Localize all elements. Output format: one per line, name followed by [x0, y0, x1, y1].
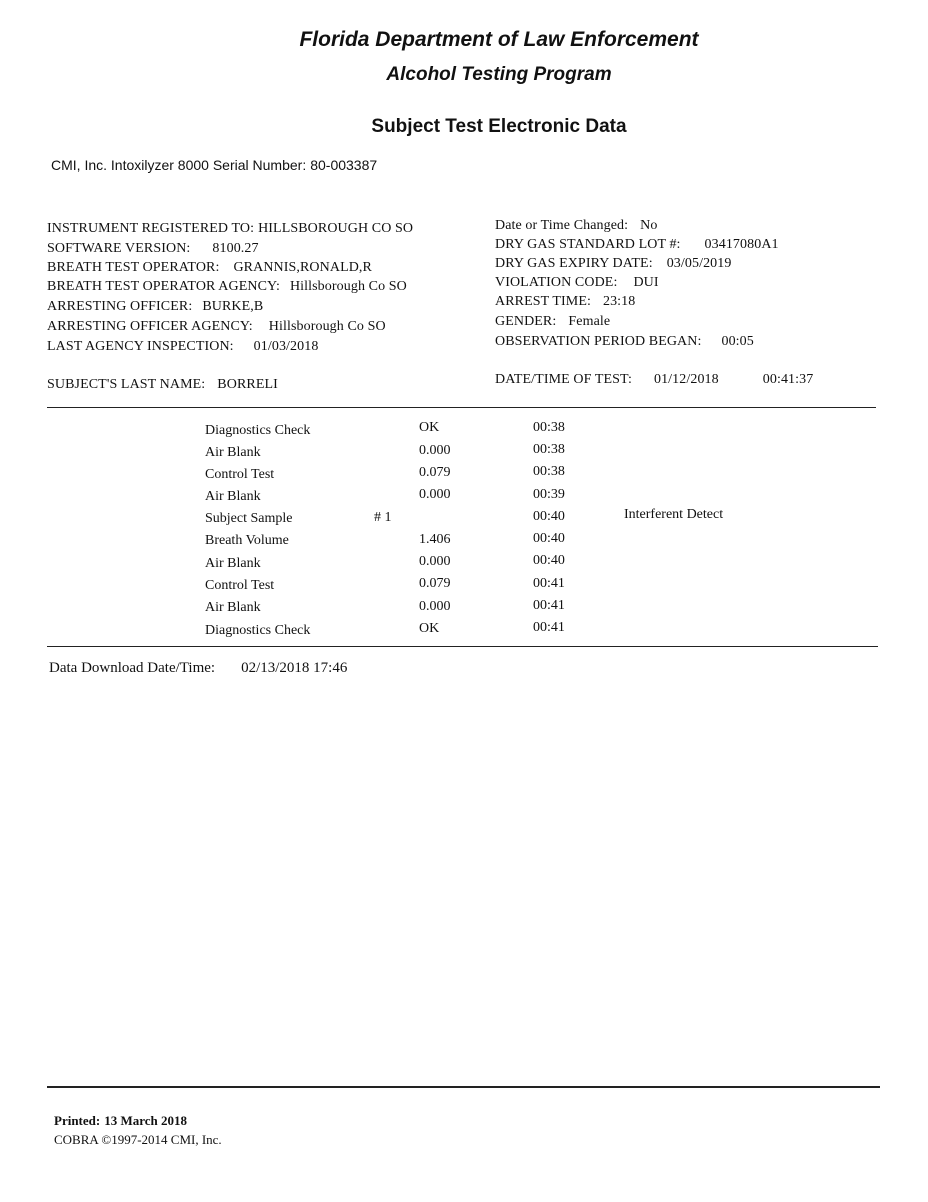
step-name: Control Test: [205, 467, 275, 482]
step-name: Air Blank: [205, 445, 261, 460]
printed-label: Printed:: [54, 1113, 101, 1128]
step-result: 0.000: [419, 554, 451, 569]
field-dry-gas-expiry: [495, 256, 731, 272]
field-value: BORRELI: [217, 377, 278, 392]
field-subject-last-name: [47, 377, 278, 393]
field-label: ARREST TIME:: [495, 294, 591, 309]
step-name: Diagnostics Check: [205, 623, 311, 638]
field-value: 23:18: [602, 294, 636, 309]
step-result: OK: [419, 420, 440, 435]
field-label: DRY GAS EXPIRY DATE:: [495, 256, 653, 271]
step-result: 0.000: [419, 487, 451, 502]
field-label: LAST AGENCY INSPECTION:: [47, 339, 234, 354]
field-value: Female: [568, 314, 611, 329]
field-violation-code: [495, 275, 659, 291]
step-time: 00:39: [533, 487, 565, 502]
field-arresting-officer: [47, 299, 263, 315]
field-label: DRY GAS STANDARD LOT #:: [495, 237, 681, 252]
field-value: 03/05/2019: [666, 256, 732, 271]
field-label: SUBJECT'S LAST NAME:: [47, 377, 206, 392]
step-time: 00:38: [533, 442, 565, 457]
field-operator-agency: [47, 279, 407, 295]
serial-number-line: [47, 157, 377, 173]
step-name: Air Blank: [205, 556, 261, 571]
field-label: ARRESTING OFFICER AGENCY:: [47, 319, 253, 334]
field-value: 01/03/2018: [253, 339, 319, 354]
field-software-version: [47, 241, 259, 257]
field-date-time-changed: [495, 218, 657, 234]
test-date: 01/12/2018: [653, 372, 719, 387]
field-label: GENDER:: [495, 314, 557, 329]
field-value: DUI: [633, 275, 659, 290]
step-result: 0.000: [419, 599, 451, 614]
field-arresting-officer-agency: [47, 319, 386, 335]
step-name: Breath Volume: [205, 533, 289, 548]
field-value: GRANNIS,RONALD,R: [233, 260, 372, 275]
field-value: HILLSBOROUGH CO SO: [258, 221, 414, 236]
field-label: Date or Time Changed:: [495, 218, 629, 233]
top-divider: [47, 407, 876, 408]
field-breath-test-operator: [47, 260, 372, 276]
footer-divider: [47, 1086, 880, 1088]
field-value: 03417080A1: [704, 237, 779, 252]
field-dry-gas-lot: [495, 237, 779, 253]
field-value: BURKE,B: [202, 299, 264, 314]
step-result: OK: [419, 621, 440, 636]
field-label: OBSERVATION PERIOD BEGAN:: [495, 334, 702, 349]
step-time: 00:40: [533, 553, 565, 568]
field-label: DATE/TIME OF TEST:: [495, 372, 632, 387]
step-time: 00:41: [533, 598, 565, 613]
step-result: 0.079: [419, 465, 451, 480]
serial-label: CMI, Inc. Intoxilyzer 8000 Serial Number:: [51, 157, 307, 173]
data-download-line: [49, 660, 347, 677]
program-title: Alcohol Testing Program: [386, 64, 612, 85]
step-time: 00:40: [533, 509, 565, 524]
field-label: BREATH TEST OPERATOR:: [47, 260, 220, 275]
sample-number: # 1: [374, 510, 392, 525]
step-time: 00:41: [533, 576, 565, 591]
field-observation-period: [495, 334, 754, 350]
field-value: No: [640, 218, 658, 233]
field-label: SOFTWARE VERSION:: [47, 241, 191, 256]
step-name: Air Blank: [205, 489, 261, 504]
agency-title: Florida Department of Law Enforcement: [299, 28, 699, 51]
step-time: 00:38: [533, 420, 565, 435]
field-value: Hillsborough Co SO: [268, 319, 386, 334]
field-last-agency-inspection: [47, 339, 318, 355]
step-name: Control Test: [205, 578, 275, 593]
document-title: Subject Test Electronic Data: [371, 116, 627, 137]
step-name: Subject Sample: [205, 511, 293, 526]
step-name: Diagnostics Check: [205, 423, 311, 438]
test-time: 00:41:37: [762, 372, 814, 387]
step-note: Interferent Detect: [624, 507, 724, 522]
field-value: 00:05: [721, 334, 754, 349]
field-gender: [495, 314, 610, 330]
field-arrest-time: [495, 294, 635, 310]
field-value: Hillsborough Co SO: [289, 279, 407, 294]
step-result: 1.406: [419, 532, 451, 547]
field-label: INSTRUMENT REGISTERED TO:: [47, 221, 255, 236]
bottom-divider: [47, 646, 878, 647]
step-time: 00:41: [533, 620, 565, 635]
step-name: Air Blank: [205, 600, 261, 615]
field-label: BREATH TEST OPERATOR AGENCY:: [47, 279, 280, 294]
field-label: VIOLATION CODE:: [495, 275, 618, 290]
step-result: 0.079: [419, 576, 451, 591]
printed-date: 13 March 2018: [104, 1113, 188, 1128]
serial-value: 80-003387: [310, 157, 378, 173]
step-result: 0.000: [419, 443, 451, 458]
field-value: 8100.27: [212, 241, 259, 256]
field-instrument-registered: [47, 221, 413, 237]
printed-line: [54, 1113, 187, 1129]
step-time: 00:38: [533, 464, 565, 479]
copyright-line: COBRA ©1997-2014 CMI, Inc.: [54, 1132, 222, 1147]
field-test-datetime: [495, 372, 813, 388]
field-label: ARRESTING OFFICER:: [47, 299, 193, 314]
download-value: 02/13/2018 17:46: [241, 660, 348, 676]
download-label: Data Download Date/Time:: [49, 660, 216, 676]
step-time: 00:40: [533, 531, 565, 546]
